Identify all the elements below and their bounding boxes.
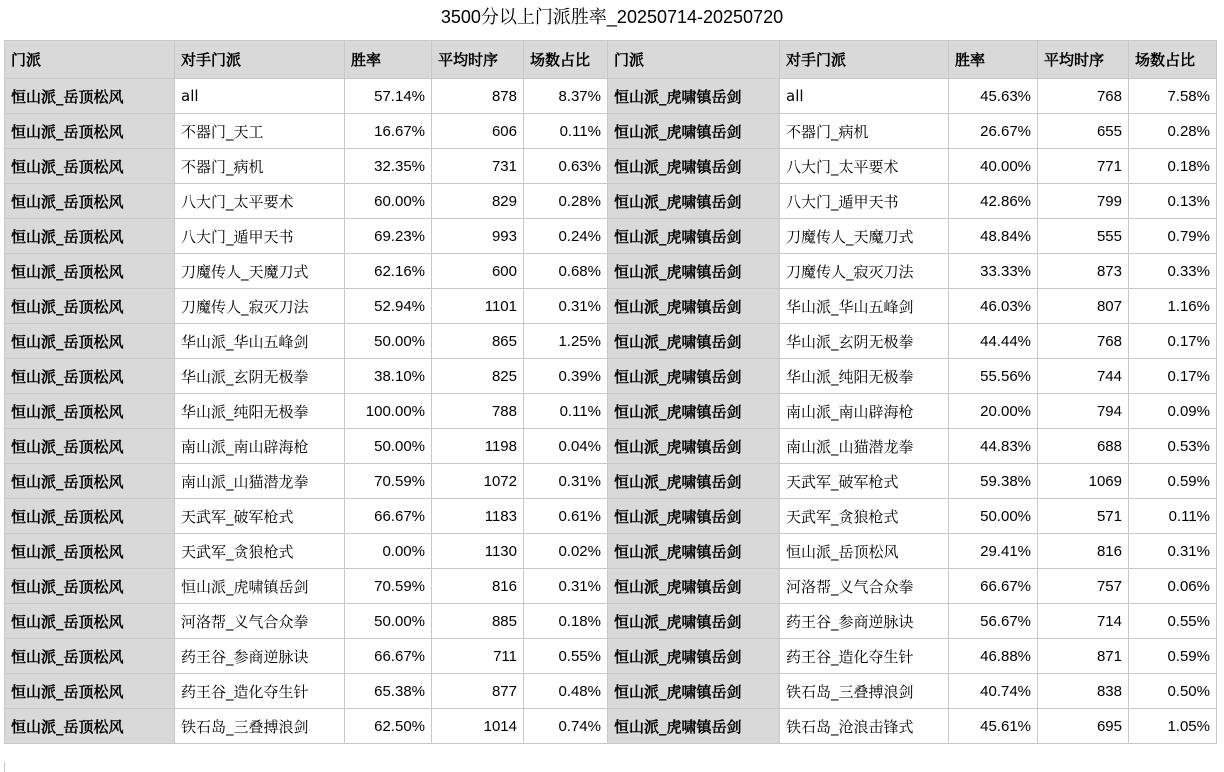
sect-cell[interactable]: 恒山派_虎啸镇岳剑 <box>608 709 780 744</box>
avg-timing-cell[interactable]: 757 <box>1038 569 1129 604</box>
avg-timing-cell[interactable]: 606 <box>432 114 524 149</box>
opponent-cell[interactable]: 药王谷_造化夺生针 <box>175 674 345 709</box>
avg-timing-cell[interactable]: 1130 <box>432 534 524 569</box>
table-row <box>5 674 1217 709</box>
match-share-cell[interactable]: 0.11% <box>524 394 608 429</box>
match-share-cell[interactable]: 0.79% <box>1129 219 1217 254</box>
opponent-cell[interactable]: 不器门_病机 <box>175 149 345 184</box>
match-share-cell[interactable]: 0.50% <box>1129 674 1217 709</box>
table-row <box>5 394 1217 429</box>
avg-timing-cell[interactable]: 885 <box>432 604 524 639</box>
opponent-cell[interactable]: 华山派_华山五峰剑 <box>780 289 949 324</box>
opponent-cell[interactable]: 恒山派_虎啸镇岳剑 <box>175 569 345 604</box>
match-share-cell[interactable]: 0.55% <box>524 639 608 674</box>
match-share-cell[interactable]: 0.02% <box>524 534 608 569</box>
avg-timing-cell[interactable]: 695 <box>1038 709 1129 744</box>
sect-cell[interactable]: 恒山派_虎啸镇岳剑 <box>608 254 780 289</box>
sect-cell[interactable]: 恒山派_岳顶松风 <box>5 184 175 219</box>
opponent-cell[interactable]: all <box>780 79 949 114</box>
avg-timing-cell[interactable]: 877 <box>432 674 524 709</box>
avg-timing-cell[interactable]: 711 <box>432 639 524 674</box>
header-cell[interactable]: 胜率 <box>345 41 432 79</box>
opponent-cell[interactable]: 铁石岛_三叠搏浪剑 <box>780 674 949 709</box>
opponent-cell[interactable]: 刀魔传人_寂灭刀法 <box>780 254 949 289</box>
win-rate-cell[interactable]: 60.00% <box>345 184 432 219</box>
avg-timing-cell[interactable]: 993 <box>432 219 524 254</box>
match-share-cell[interactable]: 0.31% <box>524 569 608 604</box>
match-share-cell[interactable]: 0.17% <box>1129 324 1217 359</box>
avg-timing-cell[interactable]: 788 <box>432 394 524 429</box>
header-cell[interactable]: 对手门派 <box>780 41 949 79</box>
avg-timing-cell[interactable]: 838 <box>1038 674 1129 709</box>
opponent-cell[interactable]: 刀魔传人_寂灭刀法 <box>175 289 345 324</box>
win-rate-cell[interactable]: 33.33% <box>949 254 1038 289</box>
sect-cell[interactable]: 恒山派_虎啸镇岳剑 <box>608 639 780 674</box>
sect-cell[interactable]: 恒山派_岳顶松风 <box>5 149 175 184</box>
avg-timing-cell[interactable]: 816 <box>432 569 524 604</box>
sect-cell[interactable]: 恒山派_岳顶松风 <box>5 674 175 709</box>
win-rate-cell[interactable]: 48.84% <box>949 219 1038 254</box>
avg-timing-cell[interactable]: 878 <box>432 79 524 114</box>
win-rate-cell[interactable]: 26.67% <box>949 114 1038 149</box>
avg-timing-cell[interactable]: 794 <box>1038 394 1129 429</box>
opponent-cell[interactable]: 不器门_天工 <box>175 114 345 149</box>
opponent-cell[interactable]: 华山派_玄阴无极拳 <box>175 359 345 394</box>
table-row <box>5 534 1217 569</box>
avg-timing-cell[interactable]: 1183 <box>432 499 524 534</box>
sect-cell[interactable]: 恒山派_岳顶松风 <box>5 394 175 429</box>
match-share-cell[interactable]: 0.31% <box>524 289 608 324</box>
match-share-cell[interactable]: 0.11% <box>524 114 608 149</box>
avg-timing-cell[interactable]: 799 <box>1038 184 1129 219</box>
match-share-cell[interactable]: 8.37% <box>524 79 608 114</box>
opponent-cell[interactable]: 不器门_病机 <box>780 114 949 149</box>
sect-cell[interactable]: 恒山派_虎啸镇岳剑 <box>608 114 780 149</box>
header-cell[interactable]: 胜率 <box>949 41 1038 79</box>
sect-cell[interactable]: 恒山派_虎啸镇岳剑 <box>608 149 780 184</box>
sect-cell[interactable]: 恒山派_岳顶松风 <box>5 499 175 534</box>
opponent-cell[interactable]: 天武军_贪狼枪式 <box>780 499 949 534</box>
win-rate-cell[interactable]: 100.00% <box>345 394 432 429</box>
win-rate-cell[interactable]: 62.50% <box>345 709 432 744</box>
match-share-cell[interactable]: 0.31% <box>524 464 608 499</box>
win-rate-cell[interactable]: 69.23% <box>345 219 432 254</box>
win-rate-cell[interactable]: 66.67% <box>345 499 432 534</box>
match-share-cell[interactable]: 0.11% <box>1129 499 1217 534</box>
table-row <box>5 359 1217 394</box>
table-row <box>5 429 1217 464</box>
sect-cell[interactable]: 恒山派_虎啸镇岳剑 <box>608 394 780 429</box>
win-rate-cell[interactable]: 40.00% <box>949 149 1038 184</box>
table-row <box>5 114 1217 149</box>
avg-timing-cell[interactable]: 744 <box>1038 359 1129 394</box>
win-rate-cell[interactable]: 32.35% <box>345 149 432 184</box>
opponent-cell[interactable]: all <box>175 79 345 114</box>
sect-cell[interactable]: 恒山派_虎啸镇岳剑 <box>608 674 780 709</box>
match-share-cell[interactable]: 0.63% <box>524 149 608 184</box>
win-rate-cell[interactable]: 66.67% <box>949 569 1038 604</box>
win-rate-cell[interactable]: 55.56% <box>949 359 1038 394</box>
sect-cell[interactable]: 恒山派_虎啸镇岳剑 <box>608 464 780 499</box>
opponent-cell[interactable]: 河洛帮_义气合众拳 <box>780 569 949 604</box>
match-share-cell[interactable]: 7.58% <box>1129 79 1217 114</box>
header-cell[interactable]: 场数占比 <box>524 41 608 79</box>
match-share-cell[interactable]: 0.53% <box>1129 429 1217 464</box>
sect-cell[interactable]: 恒山派_虎啸镇岳剑 <box>608 534 780 569</box>
win-rate-cell[interactable]: 62.16% <box>345 254 432 289</box>
match-share-cell[interactable]: 0.59% <box>1129 464 1217 499</box>
avg-timing-cell[interactable]: 731 <box>432 149 524 184</box>
table-row <box>5 604 1217 639</box>
avg-timing-cell[interactable]: 829 <box>432 184 524 219</box>
match-share-cell[interactable]: 0.06% <box>1129 569 1217 604</box>
sect-cell[interactable]: 恒山派_岳顶松风 <box>5 359 175 394</box>
sect-cell[interactable]: 恒山派_虎啸镇岳剑 <box>608 604 780 639</box>
win-rate-cell[interactable]: 46.88% <box>949 639 1038 674</box>
win-rate-cell[interactable]: 70.59% <box>345 569 432 604</box>
sect-cell[interactable]: 恒山派_虎啸镇岳剑 <box>608 499 780 534</box>
win-rate-cell[interactable]: 57.14% <box>345 79 432 114</box>
match-share-cell[interactable]: 0.04% <box>524 429 608 464</box>
win-rate-cell[interactable]: 52.94% <box>345 289 432 324</box>
table-row <box>5 569 1217 604</box>
sect-cell[interactable]: 恒山派_岳顶松风 <box>5 254 175 289</box>
match-share-cell[interactable]: 0.74% <box>524 709 608 744</box>
match-share-cell[interactable]: 0.24% <box>524 219 608 254</box>
opponent-cell[interactable]: 南山派_山猫潜龙拳 <box>175 464 345 499</box>
sect-cell[interactable]: 恒山派_岳顶松风 <box>5 114 175 149</box>
win-rate-cell[interactable]: 59.38% <box>949 464 1038 499</box>
match-share-cell[interactable]: 0.09% <box>1129 394 1217 429</box>
sect-cell[interactable]: 恒山派_岳顶松风 <box>5 429 175 464</box>
table-row <box>5 219 1217 254</box>
avg-timing-cell[interactable]: 1069 <box>1038 464 1129 499</box>
match-share-cell[interactable]: 0.39% <box>524 359 608 394</box>
opponent-cell[interactable]: 南山派_南山辟海枪 <box>780 394 949 429</box>
win-rate-cell[interactable]: 56.67% <box>949 604 1038 639</box>
sect-cell[interactable]: 恒山派_虎啸镇岳剑 <box>608 569 780 604</box>
match-share-cell[interactable]: 1.25% <box>524 324 608 359</box>
sect-cell[interactable]: 恒山派_岳顶松风 <box>5 289 175 324</box>
header-cell[interactable]: 场数占比 <box>1129 41 1217 79</box>
match-share-cell[interactable]: 0.17% <box>1129 359 1217 394</box>
win-rate-cell[interactable]: 50.00% <box>949 499 1038 534</box>
opponent-cell[interactable]: 铁石岛_沧浪击锋式 <box>780 709 949 744</box>
win-rate-cell[interactable]: 38.10% <box>345 359 432 394</box>
opponent-cell[interactable]: 天武军_贪狼枪式 <box>175 534 345 569</box>
header-cell[interactable]: 门派 <box>608 41 780 79</box>
avg-timing-cell[interactable]: 825 <box>432 359 524 394</box>
opponent-cell[interactable]: 药王谷_参商逆脉诀 <box>780 604 949 639</box>
sect-cell[interactable]: 恒山派_虎啸镇岳剑 <box>608 79 780 114</box>
match-share-cell[interactable]: 0.59% <box>1129 639 1217 674</box>
match-share-cell[interactable]: 0.33% <box>1129 254 1217 289</box>
win-rate-table <box>4 40 1217 744</box>
win-rate-cell[interactable]: 66.67% <box>345 639 432 674</box>
sect-cell[interactable]: 恒山派_虎啸镇岳剑 <box>608 429 780 464</box>
opponent-cell[interactable]: 刀魔传人_天魔刀式 <box>780 219 949 254</box>
table-row <box>5 149 1217 184</box>
opponent-cell[interactable]: 药王谷_参商逆脉诀 <box>175 639 345 674</box>
header-cell[interactable]: 对手门派 <box>175 41 345 79</box>
avg-timing-cell[interactable]: 865 <box>432 324 524 359</box>
win-rate-cell[interactable]: 65.38% <box>345 674 432 709</box>
win-rate-cell[interactable]: 44.83% <box>949 429 1038 464</box>
sect-cell[interactable]: 恒山派_岳顶松风 <box>5 219 175 254</box>
sect-cell[interactable]: 恒山派_岳顶松风 <box>5 604 175 639</box>
avg-timing-cell[interactable]: 655 <box>1038 114 1129 149</box>
sect-cell[interactable]: 恒山派_岳顶松风 <box>5 534 175 569</box>
sect-cell[interactable]: 恒山派_岳顶松风 <box>5 709 175 744</box>
table-row <box>5 184 1217 219</box>
avg-timing-cell[interactable]: 571 <box>1038 499 1129 534</box>
sect-cell[interactable]: 恒山派_岳顶松风 <box>5 79 175 114</box>
match-share-cell[interactable]: 0.28% <box>1129 114 1217 149</box>
win-rate-cell[interactable]: 20.00% <box>949 394 1038 429</box>
win-rate-cell[interactable]: 70.59% <box>345 464 432 499</box>
table-row <box>5 254 1217 289</box>
match-share-cell[interactable]: 1.16% <box>1129 289 1217 324</box>
opponent-cell[interactable]: 八大门_遁甲天书 <box>175 219 345 254</box>
match-share-cell[interactable]: 0.18% <box>1129 149 1217 184</box>
avg-timing-cell[interactable]: 600 <box>432 254 524 289</box>
win-rate-cell[interactable]: 45.63% <box>949 79 1038 114</box>
opponent-cell[interactable]: 八大门_遁甲天书 <box>780 184 949 219</box>
sect-cell[interactable]: 恒山派_虎啸镇岳剑 <box>608 359 780 394</box>
match-share-cell[interactable]: 0.28% <box>524 184 608 219</box>
header-cell[interactable]: 平均时序 <box>432 41 524 79</box>
avg-timing-cell[interactable]: 807 <box>1038 289 1129 324</box>
avg-timing-cell[interactable]: 771 <box>1038 149 1129 184</box>
opponent-cell[interactable]: 华山派_纯阳无极拳 <box>780 359 949 394</box>
header-cell[interactable]: 门派 <box>5 41 175 79</box>
avg-timing-cell[interactable]: 1101 <box>432 289 524 324</box>
avg-timing-cell[interactable]: 1014 <box>432 709 524 744</box>
table-row <box>5 709 1217 744</box>
sect-cell[interactable]: 恒山派_岳顶松风 <box>5 464 175 499</box>
avg-timing-cell[interactable]: 714 <box>1038 604 1129 639</box>
win-rate-cell[interactable]: 44.44% <box>949 324 1038 359</box>
opponent-cell[interactable]: 八大门_太平要术 <box>780 149 949 184</box>
opponent-cell[interactable]: 华山派_玄阴无极拳 <box>780 324 949 359</box>
opponent-cell[interactable]: 河洛帮_义气合众拳 <box>175 604 345 639</box>
win-rate-cell[interactable]: 40.74% <box>949 674 1038 709</box>
win-rate-cell[interactable]: 46.03% <box>949 289 1038 324</box>
sect-cell[interactable]: 恒山派_虎啸镇岳剑 <box>608 324 780 359</box>
opponent-cell[interactable]: 八大门_太平要术 <box>175 184 345 219</box>
win-rate-cell[interactable]: 45.61% <box>949 709 1038 744</box>
avg-timing-cell[interactable]: 555 <box>1038 219 1129 254</box>
match-share-cell[interactable]: 0.31% <box>1129 534 1217 569</box>
opponent-cell[interactable]: 药王谷_造化夺生针 <box>780 639 949 674</box>
sect-cell[interactable]: 恒山派_岳顶松风 <box>5 569 175 604</box>
match-share-cell[interactable]: 0.68% <box>524 254 608 289</box>
opponent-cell[interactable]: 天武军_破军枪式 <box>175 499 345 534</box>
match-share-cell[interactable]: 0.13% <box>1129 184 1217 219</box>
win-rate-cell[interactable]: 50.00% <box>345 604 432 639</box>
opponent-cell[interactable]: 恒山派_岳顶松风 <box>780 534 949 569</box>
sect-cell[interactable]: 恒山派_岳顶松风 <box>5 324 175 359</box>
avg-timing-cell[interactable]: 1198 <box>432 429 524 464</box>
win-rate-cell[interactable]: 50.00% <box>345 324 432 359</box>
avg-timing-cell[interactable]: 1072 <box>432 464 524 499</box>
win-rate-cell[interactable]: 16.67% <box>345 114 432 149</box>
opponent-cell[interactable]: 刀魔传人_天魔刀式 <box>175 254 345 289</box>
opponent-cell[interactable]: 天武军_破军枪式 <box>780 464 949 499</box>
sect-cell[interactable]: 恒山派_岳顶松风 <box>5 639 175 674</box>
match-share-cell[interactable]: 0.18% <box>524 604 608 639</box>
opponent-cell[interactable]: 华山派_华山五峰剑 <box>175 324 345 359</box>
avg-timing-cell[interactable]: 873 <box>1038 254 1129 289</box>
header-cell[interactable]: 平均时序 <box>1038 41 1129 79</box>
table-row <box>5 499 1217 534</box>
avg-timing-cell[interactable]: 688 <box>1038 429 1129 464</box>
opponent-cell[interactable]: 南山派_南山辟海枪 <box>175 429 345 464</box>
avg-timing-cell[interactable]: 871 <box>1038 639 1129 674</box>
match-share-cell[interactable]: 1.05% <box>1129 709 1217 744</box>
table-continuation <box>4 762 1217 772</box>
avg-timing-cell[interactable]: 816 <box>1038 534 1129 569</box>
opponent-cell[interactable]: 南山派_山猫潜龙拳 <box>780 429 949 464</box>
table-row <box>5 464 1217 499</box>
table-row <box>5 289 1217 324</box>
win-rate-cell[interactable]: 29.41% <box>949 534 1038 569</box>
sect-cell[interactable]: 恒山派_虎啸镇岳剑 <box>608 219 780 254</box>
sect-cell[interactable]: 恒山派_虎啸镇岳剑 <box>608 289 780 324</box>
table-row <box>5 639 1217 674</box>
avg-timing-cell[interactable]: 768 <box>1038 79 1129 114</box>
sheet-title: 3500分以上门派胜率_20250714-20250720 <box>440 7 784 27</box>
win-rate-cell[interactable]: 0.00% <box>345 534 432 569</box>
win-rate-cell[interactable]: 50.00% <box>345 429 432 464</box>
sect-cell[interactable]: 恒山派_虎啸镇岳剑 <box>608 184 780 219</box>
avg-timing-cell[interactable]: 768 <box>1038 324 1129 359</box>
match-share-cell[interactable]: 0.55% <box>1129 604 1217 639</box>
table-row <box>5 324 1217 359</box>
match-share-cell[interactable]: 0.48% <box>524 674 608 709</box>
table-row <box>5 79 1217 114</box>
table-header-row <box>5 41 1217 79</box>
win-rate-cell[interactable]: 42.86% <box>949 184 1038 219</box>
match-share-cell[interactable]: 0.61% <box>524 499 608 534</box>
opponent-cell[interactable]: 华山派_纯阳无极拳 <box>175 394 345 429</box>
opponent-cell[interactable]: 铁石岛_三叠搏浪剑 <box>175 709 345 744</box>
